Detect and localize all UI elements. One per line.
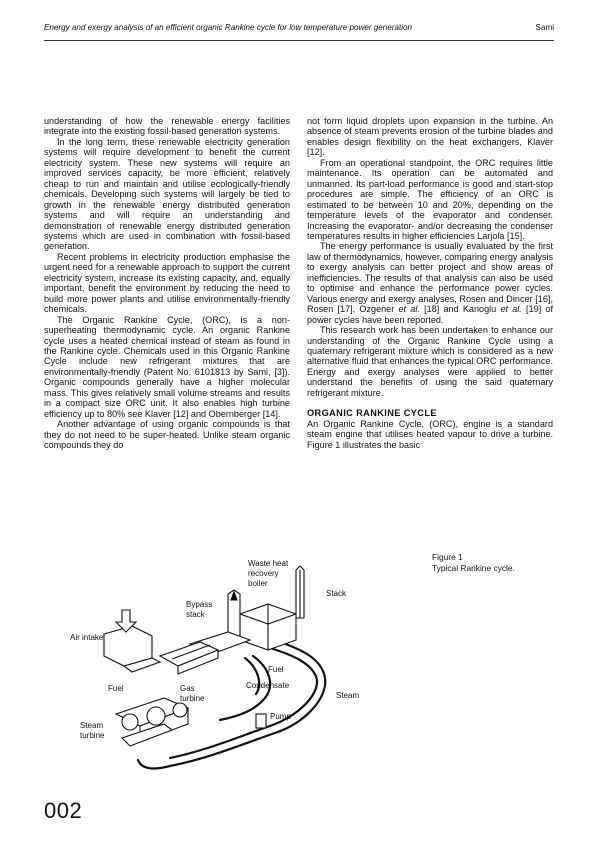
paragraph (307, 241, 553, 325)
paragraph: understanding of how the renewable energy facilities integrate into the existing fossil-based generation systems. (44, 116, 290, 137)
steam-turbine-rotor (122, 714, 138, 730)
running-header (44, 23, 554, 37)
header-author: Sami (535, 23, 554, 32)
header-title: Energy and exergy analysis of an efficient organic Rankine cycle for low temperature power generation (44, 23, 413, 32)
label-fuel-right: Fuel (268, 665, 284, 674)
label-fuel-left: Fuel (108, 684, 124, 693)
rankine-cycle-diagram (60, 548, 360, 788)
paragraph: not form liquid droplets upon expansion in the turbine. An absence of steam prevents erosion of the turbine blades and enables design flexibility on the heat exchangers, Klaver [12]. (307, 116, 553, 158)
label-gas-turbine-2: turbine (180, 694, 205, 703)
label-steam-turbine-1: Steam (80, 721, 104, 730)
header-rule (44, 40, 554, 41)
label-pump: Pump (270, 712, 291, 721)
label-condensate: Condensate (246, 681, 290, 690)
paragraph: The Organic Rankine Cycle, (ORC), is a non-superheating thermodynamic cycle. An organic Rankine cycle uses a heated chemical instead of steam as found in the Rankine cycle. Chemicals used in this Organic Rankine Cycle include new refrigerant mixtures that are environmentally-friendly (Patent No. 6101813 by Sami, [3]). Organic compounds generally have a higher molecular mass. This gives relatively small volume streams and results in a compact size ORC unit. It also enables high turbine efficiency up to 80% see Klaver [12] and Obernberger [14]. (44, 314, 290, 419)
paragraph: This research work has been undertaken to enhance our understanding of the Organic Rankine Cycle using a quaternary refrigerant mixture which is considered as a new alternative fluid that enhances the typical ORC performance. Energy and exergy analyses were applied to better understand the benefits of using the said quaternary refrigerant mixture. (307, 325, 553, 398)
paragraph: From an operational standpoint, the ORC requires little maintenance. Its operation can be automated and unmanned. Its part-load performance is good and start-stop procedures are simple. The efficiency of an ORC is estimated to be between 10 and 20%, depending on the temperature levels of the evaporator and condenser. Increasing the evaporator- and/or decreasing the condenser temperatures results in higher efficiencies Larjola [15]. (307, 157, 553, 241)
text-run: [18] and Kanoglu (419, 304, 501, 315)
section-heading: ORGANIC RANKINE CYCLE (307, 408, 437, 419)
paragraph: In the long term, these renewable electricity generation systems will require development to benefit the current electricity system. These new systems will require an improved services capacity, be more efficient, relatively cheap to run and maintain and utilise ecologically-friendly chemicals. Developing such systems will largely be tied to growth in the renewable energy distributed generation systems and will require an understanding and demonstration of renewable energy distributed generation systems which are used in combination with fossil-based generation. (44, 136, 290, 252)
italic-text: et al. (398, 304, 420, 315)
label-stack: Stack (326, 589, 347, 598)
figure-caption-number: Figure 1 (432, 552, 463, 562)
rankine-cycle-figure (60, 548, 360, 788)
page-number: 002 (44, 798, 83, 823)
pump-unit (256, 714, 266, 728)
text-column-right (307, 116, 553, 450)
text-run: The energy performance is usually evaluated by the first law of thermodynamics, however, comparing energy analysis to exergy analysis can better project and show areas of inefficiencies. The results of that analysis can also be used to optimise and enhance the performance power cycles. Various energy and exergy analyses, Rosen and Dincer [16], Rosen [17], Ozgener (307, 241, 553, 315)
figure-caption (432, 552, 515, 574)
label-steam-turbine-2: turbine (80, 731, 105, 740)
paragraph: Recent problems in electricity production emphasise the urgent need for a renewable approach to support the current electricity system, increase its existing capacity, and, equally important, benefit the environment by reducing the need to build more power plants and utilise environmentally-friendly chemicals. (44, 251, 290, 315)
label-waste-heat-1: Waste heat (248, 559, 289, 568)
label-air-intake: Air intake (70, 633, 104, 642)
text-column-left (44, 116, 290, 451)
paragraph: An Organic Rankine Cycle, (ORC), engine is a standard steam engine that utilises heated vapour to drive a turbine. Figure 1 illustrates the basic (307, 418, 553, 450)
label-waste-heat-3: boiler (248, 579, 268, 588)
text-run: [19] of power cycles have been reported. (307, 304, 554, 325)
label-bypass-2: stack (186, 610, 205, 619)
label-steam: Steam (336, 691, 360, 700)
italic-text: et al. (500, 304, 522, 315)
label-bypass-1: Bypass (186, 600, 213, 609)
paragraph: Another advantage of using organic compounds is that they do not need to be super-heated. Unlike steam organic compounds they do (44, 419, 290, 451)
label-gas-turbine-1: Gas (180, 684, 195, 693)
label-waste-heat-2: recovery (248, 569, 279, 578)
figure-caption-text: Typical Rankine cycle. (432, 563, 515, 573)
